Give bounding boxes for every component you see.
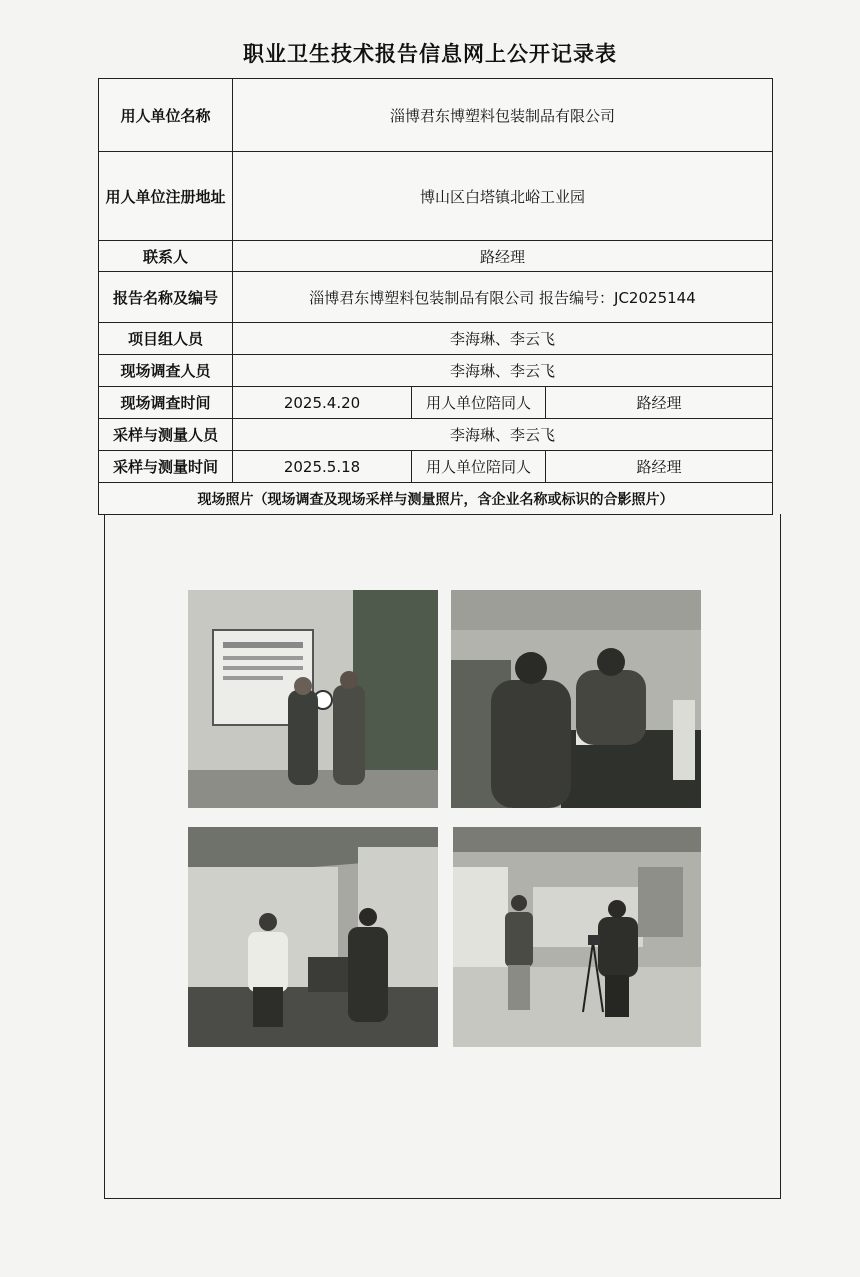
address-label: 用人单位注册地址 xyxy=(99,152,233,241)
contact-value: 路经理 xyxy=(233,241,773,272)
survey-time-value: 2025.4.20 xyxy=(233,387,412,419)
record-table xyxy=(98,78,773,515)
row-team xyxy=(99,323,773,355)
address-value: 博山区白塔镇北峪工业园 xyxy=(233,152,773,241)
site-photo-entrance xyxy=(188,590,438,808)
row-survey-staff xyxy=(99,355,773,387)
row-sampling-staff xyxy=(99,419,773,451)
survey-staff-value: 李海琳、李云飞 xyxy=(233,355,773,387)
row-survey-time xyxy=(99,387,773,419)
company-value: 淄博君东博塑料包装制品有限公司 xyxy=(233,79,773,152)
row-contact xyxy=(99,241,773,272)
sampling-companion-value: 路经理 xyxy=(546,451,773,483)
photos-note: 现场照片（现场调查及现场采样与测量照片，含企业名称或标识的合影照片） xyxy=(99,483,773,515)
row-sampling-time xyxy=(99,451,773,483)
document-title: 职业卫生技术报告信息网上公开记录表 xyxy=(243,42,617,66)
survey-companion-value: 路经理 xyxy=(546,387,773,419)
sampling-staff-value: 李海琳、李云飞 xyxy=(233,419,773,451)
company-label: 用人单位名称 xyxy=(99,79,233,152)
site-photo-interview xyxy=(451,590,701,808)
sampling-companion-label: 用人单位陪同人 xyxy=(412,451,546,483)
report-label: 报告名称及编号 xyxy=(99,272,233,323)
sampling-time-label: 采样与测量时间 xyxy=(99,451,233,483)
contact-label: 联系人 xyxy=(99,241,233,272)
site-photo-workshop xyxy=(188,827,438,1047)
row-photos-note xyxy=(99,483,773,515)
photo-area xyxy=(104,514,781,1199)
team-label: 项目组人员 xyxy=(99,323,233,355)
survey-time-label: 现场调查时间 xyxy=(99,387,233,419)
site-photo-sampling xyxy=(453,827,701,1047)
row-address xyxy=(99,152,773,241)
row-report xyxy=(99,272,773,323)
sampling-staff-label: 采样与测量人员 xyxy=(99,419,233,451)
survey-staff-label: 现场调查人员 xyxy=(99,355,233,387)
survey-companion-label: 用人单位陪同人 xyxy=(412,387,546,419)
sampling-time-value: 2025.5.18 xyxy=(233,451,412,483)
row-company xyxy=(99,79,773,152)
team-value: 李海琳、李云飞 xyxy=(233,323,773,355)
report-value: 淄博君东博塑料包装制品有限公司 报告编号：JC2025144 xyxy=(233,272,773,323)
